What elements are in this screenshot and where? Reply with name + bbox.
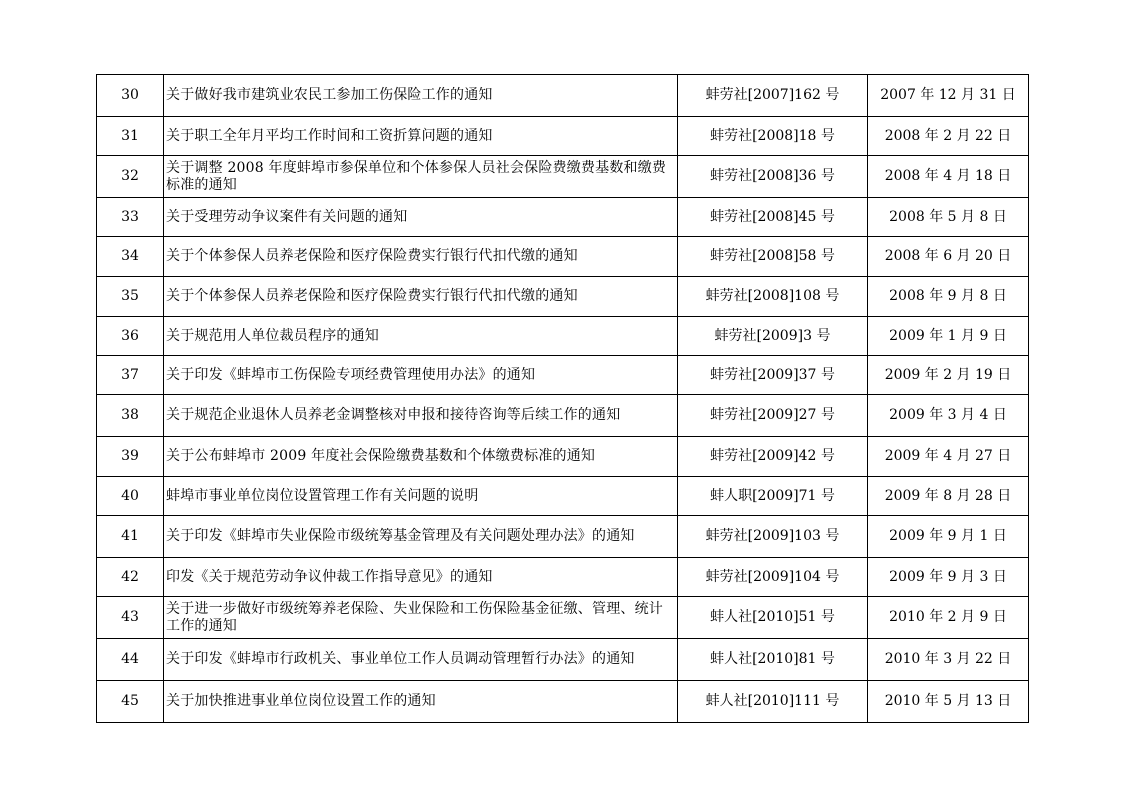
document-date: 2009 年 1 月 9 日 xyxy=(868,317,1029,356)
table-row xyxy=(97,437,1029,477)
table-row xyxy=(97,277,1029,317)
document-number: 蚌劳社[2008]45 号 xyxy=(678,198,868,237)
row-number: 31 xyxy=(97,117,164,156)
row-number: 44 xyxy=(97,639,164,681)
document-title: 关于受理劳动争议案件有关问题的通知 xyxy=(164,198,678,237)
table-row xyxy=(97,639,1029,681)
document-date: 2008 年 6 月 20 日 xyxy=(868,237,1029,277)
document-date: 2010 年 5 月 13 日 xyxy=(868,681,1029,723)
document-title: 关于进一步做好市级统筹养老保险、失业保险和工伤保险基金征缴、管理、统计工作的通知 xyxy=(164,597,678,639)
document-number: 蚌劳社[2009]104 号 xyxy=(678,558,868,597)
document-title: 关于个体参保人员养老保险和医疗保险费实行银行代扣代缴的通知 xyxy=(164,237,678,277)
document-date: 2009 年 8 月 28 日 xyxy=(868,477,1029,516)
document-title: 关于加快推进事业单位岗位设置工作的通知 xyxy=(164,681,678,723)
row-number: 36 xyxy=(97,317,164,356)
table-row xyxy=(97,597,1029,639)
document-title: 关于印发《蚌埠市工伤保险专项经费管理使用办法》的通知 xyxy=(164,356,678,395)
document-number: 蚌劳社[2009]27 号 xyxy=(678,395,868,437)
document-title: 关于规范企业退休人员养老金调整核对申报和接待咨询等后续工作的通知 xyxy=(164,395,678,437)
row-number: 34 xyxy=(97,237,164,277)
row-number: 42 xyxy=(97,558,164,597)
document-number: 蚌劳社[2009]3 号 xyxy=(678,317,868,356)
document-number: 蚌人社[2010]51 号 xyxy=(678,597,868,639)
document-number: 蚌劳社[2009]42 号 xyxy=(678,437,868,477)
table-row xyxy=(97,156,1029,198)
document-title: 关于印发《蚌埠市行政机关、事业单位工作人员调动管理暂行办法》的通知 xyxy=(164,639,678,681)
table-row xyxy=(97,198,1029,237)
document-date: 2008 年 4 月 18 日 xyxy=(868,156,1029,198)
document-date: 2009 年 9 月 1 日 xyxy=(868,516,1029,558)
table-row xyxy=(97,75,1029,117)
document-title: 关于职工全年月平均工作时间和工资折算问题的通知 xyxy=(164,117,678,156)
table-row xyxy=(97,317,1029,356)
row-number: 43 xyxy=(97,597,164,639)
document-title: 关于印发《蚌埠市失业保险市级统筹基金管理及有关问题处理办法》的通知 xyxy=(164,516,678,558)
table-row xyxy=(97,356,1029,395)
row-number: 32 xyxy=(97,156,164,198)
document-number: 蚌人职[2009]71 号 xyxy=(678,477,868,516)
document-number: 蚌劳社[2008]36 号 xyxy=(678,156,868,198)
row-number: 37 xyxy=(97,356,164,395)
table-row xyxy=(97,395,1029,437)
document-date: 2009 年 3 月 4 日 xyxy=(868,395,1029,437)
document-title: 关于公布蚌埠市 2009 年度社会保险缴费基数和个体缴费标准的通知 xyxy=(164,437,678,477)
document-date: 2009 年 4 月 27 日 xyxy=(868,437,1029,477)
table-row xyxy=(97,516,1029,558)
table-row xyxy=(97,477,1029,516)
document-date: 2008 年 5 月 8 日 xyxy=(868,198,1029,237)
document-date: 2007 年 12 月 31 日 xyxy=(868,75,1029,117)
document-number: 蚌人社[2010]81 号 xyxy=(678,639,868,681)
document-title: 关于做好我市建筑业农民工参加工伤保险工作的通知 xyxy=(164,75,678,117)
table-row xyxy=(97,237,1029,277)
document-date: 2010 年 2 月 9 日 xyxy=(868,597,1029,639)
row-number: 41 xyxy=(97,516,164,558)
document-title: 关于规范用人单位裁员程序的通知 xyxy=(164,317,678,356)
document-number: 蚌劳社[2009]103 号 xyxy=(678,516,868,558)
document-number: 蚌劳社[2008]108 号 xyxy=(678,277,868,317)
document-date: 2008 年 2 月 22 日 xyxy=(868,117,1029,156)
document-number: 蚌劳社[2009]37 号 xyxy=(678,356,868,395)
document-title: 蚌埠市事业单位岗位设置管理工作有关问题的说明 xyxy=(164,477,678,516)
table-row xyxy=(97,558,1029,597)
document-date: 2010 年 3 月 22 日 xyxy=(868,639,1029,681)
document-number: 蚌劳社[2007]162 号 xyxy=(678,75,868,117)
document-title: 关于个体参保人员养老保险和医疗保险费实行银行代扣代缴的通知 xyxy=(164,277,678,317)
document-list-table xyxy=(96,74,1029,723)
document-number: 蚌劳社[2008]58 号 xyxy=(678,237,868,277)
row-number: 33 xyxy=(97,198,164,237)
row-number: 39 xyxy=(97,437,164,477)
document-title: 印发《关于规范劳动争议仲裁工作指导意见》的通知 xyxy=(164,558,678,597)
document-number: 蚌人社[2010]111 号 xyxy=(678,681,868,723)
document-title: 关于调整 2008 年度蚌埠市参保单位和个体参保人员社会保险费缴费基数和缴费标准的通知 xyxy=(164,156,678,198)
table-row xyxy=(97,681,1029,723)
document-date: 2009 年 9 月 3 日 xyxy=(868,558,1029,597)
row-number: 35 xyxy=(97,277,164,317)
row-number: 30 xyxy=(97,75,164,117)
row-number: 38 xyxy=(97,395,164,437)
document-date: 2009 年 2 月 19 日 xyxy=(868,356,1029,395)
document-date: 2008 年 9 月 8 日 xyxy=(868,277,1029,317)
table-row xyxy=(97,117,1029,156)
document-number: 蚌劳社[2008]18 号 xyxy=(678,117,868,156)
row-number: 40 xyxy=(97,477,164,516)
row-number: 45 xyxy=(97,681,164,723)
